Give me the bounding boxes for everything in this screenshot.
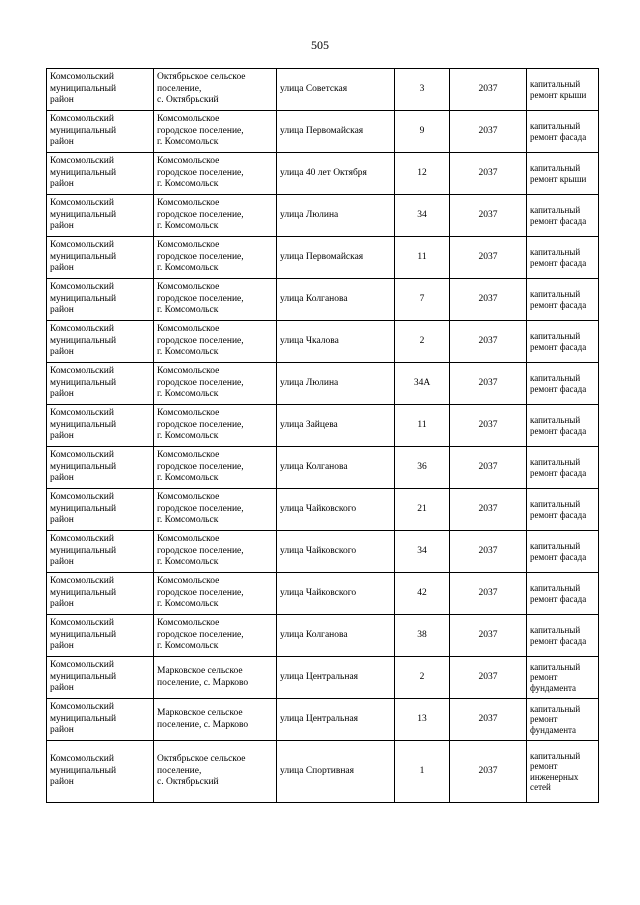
- district-text: Комсомольский муниципальный район: [50, 198, 117, 232]
- table-row: [47, 111, 599, 153]
- district-text: Комсомольский муниципальный район: [50, 114, 117, 148]
- settlement-text: Комсомольское городское поселение, г. Комсомольск: [157, 198, 244, 232]
- table-row: [47, 447, 599, 489]
- year-cell: [450, 573, 527, 615]
- work-type-text: капитальный ремонт фасада: [530, 331, 587, 352]
- district-text: Комсомольский муниципальный район: [50, 576, 117, 610]
- year-cell: [450, 741, 527, 803]
- district-cell: [47, 195, 154, 237]
- work-type-text: капитальный ремонт фасада: [530, 121, 587, 142]
- table-row: [47, 363, 599, 405]
- work-type-cell: [527, 111, 599, 153]
- work-type-text: капитальный ремонт фасада: [530, 457, 587, 478]
- year-text: 2037: [478, 209, 498, 220]
- year-cell: [450, 699, 527, 741]
- street-text: улица Чайковского: [280, 503, 357, 514]
- street-text: улица Спортивная: [280, 765, 355, 776]
- year-text: 2037: [478, 765, 498, 776]
- settlement-cell: [154, 153, 277, 195]
- work-type-text: капитальный ремонт крыши: [530, 79, 587, 100]
- work-type-text: капитальный ремонт фасада: [530, 625, 587, 646]
- house-number-cell: [395, 405, 450, 447]
- year-cell: [450, 69, 527, 111]
- street-cell: [277, 657, 395, 699]
- table-row: [47, 153, 599, 195]
- house-number-text: 3: [419, 83, 425, 94]
- settlement-text: Комсомольское городское поселение, г. Комсомольск: [157, 324, 244, 358]
- table-body: [47, 69, 599, 803]
- table-row: [47, 573, 599, 615]
- table-row: [47, 69, 599, 111]
- district-text: Комсомольский муниципальный район: [50, 754, 117, 788]
- work-type-text: капитальный ремонт инженерных сетей: [530, 750, 581, 792]
- settlement-text: Комсомольское городское поселение, г. Комсомольск: [157, 156, 244, 190]
- house-number-cell: [395, 615, 450, 657]
- table-row: [47, 531, 599, 573]
- house-number-text: 34: [417, 209, 427, 220]
- settlement-cell: [154, 405, 277, 447]
- work-type-cell: [527, 69, 599, 111]
- work-type-cell: [527, 195, 599, 237]
- house-number-text: 34: [417, 545, 427, 556]
- settlement-cell: [154, 111, 277, 153]
- district-cell: [47, 153, 154, 195]
- table-row: [47, 615, 599, 657]
- page-number: 505: [311, 38, 329, 52]
- work-type-cell: [527, 447, 599, 489]
- house-number-cell: [395, 279, 450, 321]
- district-cell: [47, 447, 154, 489]
- street-text: улица Колганова: [280, 461, 348, 472]
- work-type-cell: [527, 615, 599, 657]
- street-text: улица Колганова: [280, 629, 348, 640]
- table-row: [47, 279, 599, 321]
- work-type-cell: [527, 279, 599, 321]
- year-text: 2037: [478, 503, 498, 514]
- settlement-cell: [154, 615, 277, 657]
- street-text: улица Колганова: [280, 293, 348, 304]
- house-number-text: 34А: [413, 377, 431, 388]
- house-number-cell: [395, 447, 450, 489]
- work-type-cell: [527, 657, 599, 699]
- street-text: улица Люлина: [280, 377, 339, 388]
- work-type-cell: [527, 741, 599, 803]
- year-cell: [450, 237, 527, 279]
- house-number-text: 13: [417, 713, 427, 724]
- street-cell: [277, 69, 395, 111]
- settlement-cell: [154, 69, 277, 111]
- district-cell: [47, 657, 154, 699]
- street-text: улица Чайковского: [280, 587, 357, 598]
- house-number-cell: [395, 69, 450, 111]
- house-number-text: 11: [417, 251, 427, 262]
- house-number-text: 1: [419, 765, 425, 776]
- house-number-cell: [395, 363, 450, 405]
- settlement-cell: [154, 237, 277, 279]
- year-text: 2037: [478, 167, 498, 178]
- year-cell: [450, 405, 527, 447]
- house-number-cell: [395, 237, 450, 279]
- settlement-cell: [154, 195, 277, 237]
- settlement-cell: [154, 531, 277, 573]
- house-number-text: 9: [419, 125, 425, 136]
- work-type-text: капитальный ремонт фасада: [530, 205, 587, 226]
- house-number-text: 2: [419, 335, 425, 346]
- street-cell: [277, 279, 395, 321]
- district-text: Комсомольский муниципальный район: [50, 660, 117, 694]
- work-type-text: капитальный ремонт фасада: [530, 415, 587, 436]
- street-text: улица Советская: [280, 83, 348, 94]
- settlement-text: Комсомольское городское поселение, г. Комсомольск: [157, 240, 244, 274]
- work-type-cell: [527, 699, 599, 741]
- table-row: [47, 195, 599, 237]
- settlement-text: Октябрьское сельское поселение, с. Октябрьский: [157, 754, 246, 788]
- year-text: 2037: [478, 587, 498, 598]
- settlement-text: Октябрьское сельское поселение, с. Октябрьский: [157, 72, 246, 106]
- district-cell: [47, 699, 154, 741]
- settlement-cell: [154, 321, 277, 363]
- table-row: [47, 657, 599, 699]
- street-cell: [277, 405, 395, 447]
- street-cell: [277, 489, 395, 531]
- district-cell: [47, 741, 154, 803]
- year-cell: [450, 531, 527, 573]
- house-number-text: 11: [417, 419, 427, 430]
- repair-schedule-table: [46, 68, 599, 803]
- district-text: Комсомольский муниципальный район: [50, 282, 117, 316]
- settlement-text: Комсомольское городское поселение, г. Комсомольск: [157, 618, 244, 652]
- year-cell: [450, 363, 527, 405]
- work-type-text: капитальный ремонт фасада: [530, 247, 587, 268]
- year-cell: [450, 153, 527, 195]
- table-row: [47, 489, 599, 531]
- work-type-cell: [527, 363, 599, 405]
- settlement-cell: [154, 489, 277, 531]
- house-number-text: 2: [419, 671, 425, 682]
- work-type-cell: [527, 153, 599, 195]
- street-cell: [277, 321, 395, 363]
- year-text: 2037: [478, 377, 498, 388]
- house-number-text: 21: [417, 503, 427, 514]
- work-type-cell: [527, 489, 599, 531]
- work-type-text: капитальный ремонт фасада: [530, 373, 587, 394]
- table-row: [47, 741, 599, 803]
- house-number-text: 38: [417, 629, 427, 640]
- district-text: Комсомольский муниципальный район: [50, 366, 117, 400]
- settlement-cell: [154, 279, 277, 321]
- house-number-cell: [395, 531, 450, 573]
- table-row: [47, 237, 599, 279]
- settlement-text: Комсомольское городское поселение, г. Комсомольск: [157, 492, 244, 526]
- district-cell: [47, 573, 154, 615]
- street-text: улица Центральная: [280, 671, 359, 682]
- work-type-text: капитальный ремонт фасада: [530, 499, 587, 520]
- settlement-text: Марковское сельское поселение, с. Марково: [157, 708, 249, 730]
- year-text: 2037: [478, 713, 498, 724]
- street-cell: [277, 195, 395, 237]
- house-number-cell: [395, 111, 450, 153]
- house-number-cell: [395, 195, 450, 237]
- settlement-cell: [154, 741, 277, 803]
- year-cell: [450, 615, 527, 657]
- settlement-cell: [154, 447, 277, 489]
- settlement-text: Комсомольское городское поселение, г. Комсомольск: [157, 450, 244, 484]
- district-cell: [47, 237, 154, 279]
- district-text: Комсомольский муниципальный район: [50, 702, 117, 736]
- street-cell: [277, 699, 395, 741]
- house-number-cell: [395, 573, 450, 615]
- street-cell: [277, 615, 395, 657]
- year-cell: [450, 447, 527, 489]
- district-text: Комсомольский муниципальный район: [50, 534, 117, 568]
- district-cell: [47, 279, 154, 321]
- work-type-text: капитальный ремонт крыши: [530, 163, 587, 184]
- year-cell: [450, 111, 527, 153]
- street-text: улица Первомайская: [280, 251, 364, 262]
- work-type-cell: [527, 405, 599, 447]
- year-text: 2037: [478, 251, 498, 262]
- district-cell: [47, 111, 154, 153]
- district-text: Комсомольский муниципальный район: [50, 324, 117, 358]
- year-cell: [450, 657, 527, 699]
- district-text: Комсомольский муниципальный район: [50, 492, 117, 526]
- house-number-cell: [395, 741, 450, 803]
- house-number-cell: [395, 489, 450, 531]
- settlement-cell: [154, 363, 277, 405]
- settlement-text: Комсомольское городское поселение, г. Комсомольск: [157, 534, 244, 568]
- year-text: 2037: [478, 461, 498, 472]
- year-text: 2037: [478, 545, 498, 556]
- table-row: [47, 321, 599, 363]
- district-cell: [47, 321, 154, 363]
- house-number-text: 42: [417, 587, 427, 598]
- district-text: Комсомольский муниципальный район: [50, 618, 117, 652]
- settlement-text: Комсомольское городское поселение, г. Комсомольск: [157, 366, 244, 400]
- district-cell: [47, 405, 154, 447]
- work-type-text: капитальный ремонт фундамента: [530, 703, 581, 735]
- house-number-cell: [395, 657, 450, 699]
- street-text: улица Центральная: [280, 713, 359, 724]
- district-cell: [47, 531, 154, 573]
- district-text: Комсомольский муниципальный район: [50, 450, 117, 484]
- street-cell: [277, 573, 395, 615]
- house-number-cell: [395, 321, 450, 363]
- settlement-text: Марковское сельское поселение, с. Марково: [157, 666, 249, 688]
- settlement-text: Комсомольское городское поселение, г. Комсомольск: [157, 282, 244, 316]
- table-row: [47, 699, 599, 741]
- house-number-text: 7: [419, 293, 425, 304]
- work-type-cell: [527, 321, 599, 363]
- street-text: улица Чкалова: [280, 335, 339, 346]
- district-cell: [47, 363, 154, 405]
- work-type-text: капитальный ремонт фасада: [530, 289, 587, 310]
- house-number-text: 12: [417, 167, 427, 178]
- work-type-cell: [527, 531, 599, 573]
- street-text: улица 40 лет Октября: [280, 167, 367, 178]
- district-cell: [47, 615, 154, 657]
- street-cell: [277, 741, 395, 803]
- district-cell: [47, 489, 154, 531]
- year-text: 2037: [478, 293, 498, 304]
- year-text: 2037: [478, 125, 498, 136]
- street-cell: [277, 363, 395, 405]
- settlement-text: Комсомольское городское поселение, г. Комсомольск: [157, 114, 244, 148]
- settlement-text: Комсомольское городское поселение, г. Комсомольск: [157, 408, 244, 442]
- street-text: улица Чайковского: [280, 545, 357, 556]
- district-cell: [47, 69, 154, 111]
- work-type-text: капитальный ремонт фундамента: [530, 661, 581, 693]
- street-cell: [277, 237, 395, 279]
- year-text: 2037: [478, 419, 498, 430]
- district-text: Комсомольский муниципальный район: [50, 156, 117, 190]
- street-cell: [277, 531, 395, 573]
- work-type-text: капитальный ремонт фасада: [530, 583, 587, 604]
- year-cell: [450, 195, 527, 237]
- street-text: улица Зайцева: [280, 419, 338, 430]
- house-number-cell: [395, 699, 450, 741]
- street-text: улица Первомайская: [280, 125, 364, 136]
- settlement-cell: [154, 657, 277, 699]
- work-type-cell: [527, 237, 599, 279]
- street-cell: [277, 111, 395, 153]
- year-cell: [450, 321, 527, 363]
- work-type-text: капитальный ремонт фасада: [530, 541, 587, 562]
- house-number-text: 36: [417, 461, 427, 472]
- district-text: Комсомольский муниципальный район: [50, 72, 117, 106]
- year-text: 2037: [478, 83, 498, 94]
- street-cell: [277, 153, 395, 195]
- street-text: улица Люлина: [280, 209, 339, 220]
- table-row: [47, 405, 599, 447]
- year-cell: [450, 279, 527, 321]
- year-cell: [450, 489, 527, 531]
- year-text: 2037: [478, 335, 498, 346]
- settlement-cell: [154, 573, 277, 615]
- settlement-cell: [154, 699, 277, 741]
- district-text: Комсомольский муниципальный район: [50, 240, 117, 274]
- year-text: 2037: [478, 671, 498, 682]
- street-cell: [277, 447, 395, 489]
- house-number-cell: [395, 153, 450, 195]
- settlement-text: Комсомольское городское поселение, г. Комсомольск: [157, 576, 244, 610]
- year-text: 2037: [478, 629, 498, 640]
- district-text: Комсомольский муниципальный район: [50, 408, 117, 442]
- work-type-cell: [527, 573, 599, 615]
